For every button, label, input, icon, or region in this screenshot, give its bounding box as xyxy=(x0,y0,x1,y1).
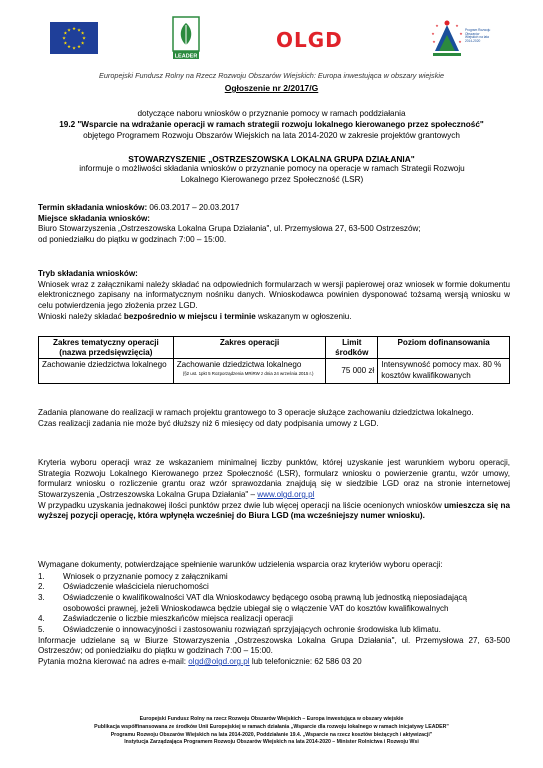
footer-line-3: Programu Rozwoju Obszarów Wiejskich na lata 2014-2020, Poddziałanie 19.4. „Wsparcie na rzecz kosztów bieżących i aktywizacji" xyxy=(110,731,433,738)
list-item xyxy=(38,593,510,614)
olgd-logo xyxy=(274,23,356,53)
mode-direct-bold: bezpośrednio w miejscu i terminie xyxy=(123,311,256,321)
contact-suffix: lub telefonicznie: 62 586 03 20 xyxy=(249,657,362,667)
operations-table xyxy=(38,336,510,384)
list-item xyxy=(38,582,510,593)
documents-section xyxy=(38,560,510,668)
svg-text:★: ★ xyxy=(63,31,68,37)
email-link[interactable]: olgd@olgd.org.pl xyxy=(188,657,250,667)
documents-list xyxy=(38,572,510,636)
footer-line-2: Publikacja współfinansowana ze środków Unii Europejskiej w ramach działania „Wsparcie dla rozwoju lokalnego w ramach inicjatywy LEADER" xyxy=(94,723,449,730)
table-row xyxy=(39,359,510,383)
deadline-value: 06.03.2017 – 20.03.2017 xyxy=(147,203,240,212)
notice-title: Ogłoszenie nr 2/2017/G xyxy=(224,83,319,93)
after-table-section xyxy=(38,408,510,429)
svg-text:★: ★ xyxy=(431,32,435,36)
criteria-paragraph xyxy=(38,458,510,501)
svg-text:★: ★ xyxy=(80,31,85,37)
footer-line-1: Europejski Fundusz Rolny na rzecz Rozwoju Obszarów Wiejskich – Europa inwestująca w obszary wiejskie xyxy=(139,716,404,722)
list-item-text: Oświadczenie o innowacyjności i zastosowaniu rozwiązań sprzyjających ochronie środowiska lub klimatu. xyxy=(63,625,441,635)
operation-name: Zachowanie dziedzictwa lokalnego xyxy=(176,360,302,370)
eu-flag-logo xyxy=(50,22,98,54)
list-item-text: Zaświadczenie o liczbie mieszkańców miejsca realizacji operacji xyxy=(63,614,293,624)
table-cell-level: Intensywność pomocy max. 80 % kosztów kwalifikowanych xyxy=(378,359,510,383)
list-item-number: 3. xyxy=(38,593,45,603)
svg-text:★: ★ xyxy=(66,45,72,50)
svg-text:★: ★ xyxy=(66,28,72,34)
table-cell-operation xyxy=(173,359,326,383)
operation-note: (§2 ust. 1pkt 5 Rozporządzenia MRiRW z dnia 24 września 2015 r.) xyxy=(182,371,314,377)
table-header-level: Poziom dofinansowania xyxy=(378,337,510,359)
info-paragraph: Informacje udzielane są w Biurze Stowarzyszenia „Ostrzeszowska Lokalna Grupa Działania", ul. Przemysłowa 27, 63-500 Ostrzeszów; od poniedziałku do piątku w godzinach 7:00 – 15:00. xyxy=(38,635,510,656)
tasks-paragraph: Zadania planowane do realizacji w ramach projektu grantowego to 3 operacje służące zachowaniu dziedzictwa lokalnego. xyxy=(38,408,474,417)
svg-text:★: ★ xyxy=(71,46,77,52)
svg-text:★: ★ xyxy=(435,24,439,28)
mode-section xyxy=(38,269,510,322)
mode-text: Wniosek wraz z załącznikami należy składać na odpowiednich formularzach w wersji papierowej oraz wniosek w formie dokumentu elektronicznego zapisany na informatycznym nośniku danych. Wnioskodawca powinien dysponować tożsamą wersją wniosku w celu potwierdzenia jego złożenia przez LGD. xyxy=(38,279,510,311)
prow-logo xyxy=(429,15,493,61)
logo-bar xyxy=(50,14,493,62)
olgd-logo-text: OLGD xyxy=(276,28,343,52)
intro-line-3: objętego Programem Rozwoju Obszarów Wiejskich na lata 2014-2020 w zakresie projektów grantowych xyxy=(83,131,460,140)
table-cell-scope: Zachowanie dziedzictwa lokalnego xyxy=(39,359,174,383)
duration-paragraph: Czas realizacji zadania nie może być dłuższy niż 6 miesięcy od daty podpisania umowy z LGD. xyxy=(38,418,379,428)
svg-text:★: ★ xyxy=(459,32,463,36)
svg-text:★: ★ xyxy=(63,41,68,47)
list-item-number: 2. xyxy=(38,582,45,592)
eu-header-line: Europejski Fundusz Rolny na Rzecz Rozwoju Obszarów Wiejskich: Europa inwestująca w obszary wiejskie xyxy=(98,71,445,80)
deadline-label: Termin składania wniosków: xyxy=(38,203,148,212)
list-item-number: 4. xyxy=(38,614,45,624)
svg-text:★: ★ xyxy=(76,28,82,34)
mode-direct-prefix: Wnioski należy składać xyxy=(38,311,124,321)
leader-logo xyxy=(171,15,201,61)
place-hours: od poniedziałku do piątku w godzinach 7:00 – 15:00. xyxy=(38,235,227,245)
organization-description: informuje o możliwości składania wniosków o przyznanie pomocy na operacje w ramach Strategii Rozwoju Lokalnego Kierowanego przez Społeczność (LSR) xyxy=(79,164,465,184)
prow-logo-text: Program Rozwoju Obszarów Wiejskich na lata 2014-2020 xyxy=(465,28,491,44)
list-item-number: 5. xyxy=(38,625,45,635)
table-header-scope: Zakres tematyczny operacji (nazwa przedsięwzięcia) xyxy=(39,337,174,359)
page-footer xyxy=(0,716,543,747)
svg-text:★: ★ xyxy=(458,40,462,44)
svg-text:★: ★ xyxy=(61,36,67,42)
list-item-text: Oświadczenie o kwalifikowalności VAT dla Wnioskodawcy będącego osobą prawną lub jednostką nieposiadającą osobowości prawnej, jeżeli Wnioskodawca będzie ubiegał się o włączenie VAT do kosztów kwalifikowalnych xyxy=(63,593,468,613)
intro-line-1: dotyczące naboru wniosków o przyznanie pomocy w ramach poddziałania xyxy=(137,109,406,118)
list-item-text: Wniosek o przyznanie pomocy z załącznikami xyxy=(63,571,228,581)
svg-text:★: ★ xyxy=(80,41,85,47)
list-item-text: Oświadczenie właściciela nieruchomości xyxy=(63,582,209,592)
svg-text:★: ★ xyxy=(76,45,82,50)
tie-paragraph xyxy=(38,501,510,522)
svg-text:★: ★ xyxy=(455,24,459,28)
organization-name: STOWARZYSZENIE „OSTRZESZOWSKA LOKALNA GRUPA DZIAŁANIA" xyxy=(128,154,415,164)
criteria-text: Kryteria wyboru operacji wraz ze wskazaniem minimalnej liczby punktów, której uzyskanie jest warunkiem wyboru operacji, Strategia Rozwoju Lokalnego Kierowanego przez Społeczność (LSR), formularz wniosku o powierzenie grantu, wzór umowy, formularz wniosku o rozliczenie grantu oraz wzór sprawozdania znajdują się w siedzibie LGD oraz na stronie internetowej Stowarzyszenia „Ostrzeszowska Lokalna Grupa Działania" – xyxy=(38,458,510,500)
contact-prefix: Pytania można kierować na adres e-mail: xyxy=(38,657,189,667)
tie-bold: umieszcza się na wyższej pozycji operację, która wpłynęła wcześniej do Biura LGD (ma wcześniejszy numer wniosku). xyxy=(38,500,510,521)
tie-prefix: W przypadku uzyskania jednakowej ilości punktów przez dwie lub więcej operacji na liście ocenionych wniosków xyxy=(38,500,445,510)
website-link[interactable]: www.olgd.org.pl xyxy=(257,490,315,500)
table-header-operation: Zakres operacji xyxy=(173,337,326,359)
documents-intro: Wymagane dokumenty, potwierdzające spełnienie warunków udzielenia wsparcia oraz kryteriów wyboru operacji: xyxy=(38,560,443,569)
table-cell-limit: 75 000 zł xyxy=(326,359,378,383)
list-item xyxy=(38,614,510,625)
mode-direct-line xyxy=(38,312,510,323)
list-item xyxy=(38,572,510,583)
footer-line-4: Instytucja Zarządzająca Programem Rozwoju Obszarów Wiejskich na lata 2014-2020 – Minister Rolnictwa i Rozwoju Wsi xyxy=(124,739,419,746)
deadline-line xyxy=(38,203,510,214)
mode-direct-suffix: wskazanym w ogłoszeniu. xyxy=(255,311,352,321)
place-label: Miejsce składania wniosków: xyxy=(38,213,151,223)
leader-logo-text: LEADER xyxy=(174,53,198,60)
intro-line-2: 19.2 "Wsparcie na wdrażanie operacji w ramach strategii rozwoju lokalnego kierowanego przez społeczność" xyxy=(59,120,484,129)
deadline-section xyxy=(38,203,510,246)
list-item-number: 1. xyxy=(38,571,45,581)
table-header-row xyxy=(39,337,510,359)
criteria-section xyxy=(38,458,510,522)
svg-text:★: ★ xyxy=(81,36,87,42)
place-address: Biuro Stowarzyszenia „Ostrzeszowska Lokalna Grupa Działania", ul. Przemysłowa 27, 63-500 Ostrzeszów; xyxy=(38,224,421,234)
list-item xyxy=(38,625,510,636)
svg-text:★: ★ xyxy=(71,27,77,32)
contact-line xyxy=(38,657,510,668)
table-header-limit: Limit środków xyxy=(326,337,378,359)
mode-label: Tryb składania wniosków: xyxy=(38,269,138,278)
svg-text:★: ★ xyxy=(432,40,436,44)
